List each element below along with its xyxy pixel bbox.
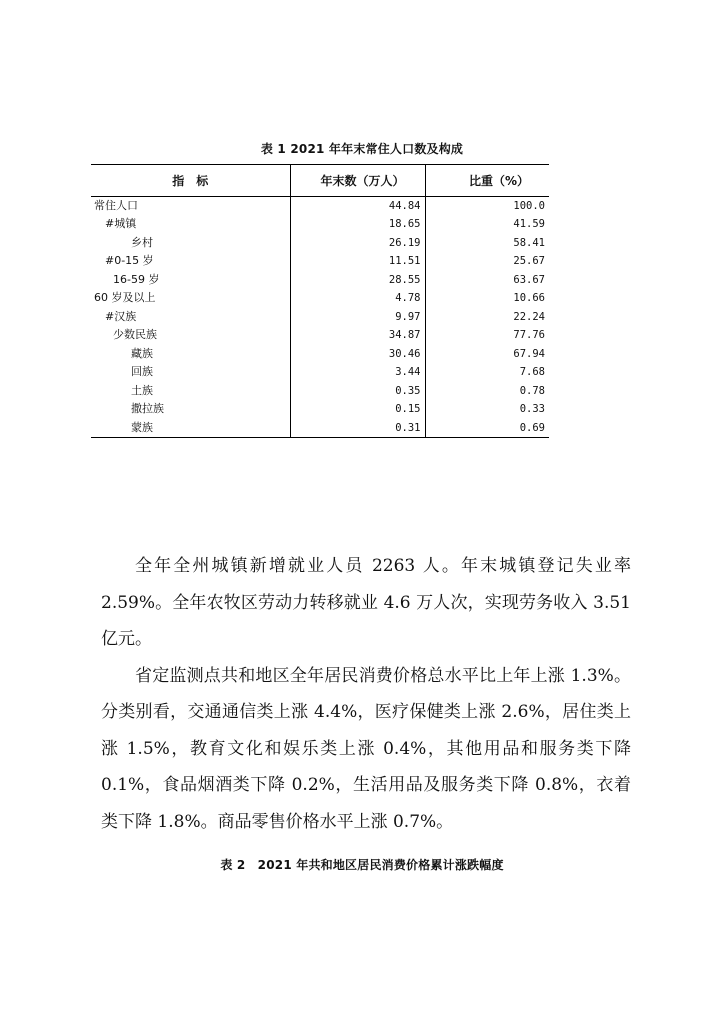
row-value: 30.46 [290,345,425,364]
table-2-caption: 表 2 2021 年共和地区居民消费价格累计涨跌幅度 [220,858,504,872]
row-label: 蒙族 [91,419,290,438]
row-share: 63.67 [425,271,549,290]
row-value: 0.31 [290,419,425,438]
row-share: 0.33 [425,400,549,419]
header-year-end-count: 年末数（万人） [290,165,425,197]
table-row [91,197,549,216]
table-header-row [91,165,549,197]
row-share: 0.69 [425,419,549,438]
body-text [101,548,631,840]
header-indicator: 指 标 [91,165,290,197]
row-share: 7.68 [425,363,549,382]
row-value: 11.51 [290,252,425,271]
population-table [91,164,549,438]
row-value: 34.87 [290,326,425,345]
table-row [91,419,549,438]
row-label: 60 岁及以上 [94,291,156,305]
table-row [91,234,549,253]
table-row [91,363,549,382]
table-row [91,345,549,364]
row-value: 9.97 [290,308,425,327]
row-share: 67.94 [425,345,549,364]
row-share: 100.0 [425,197,549,216]
row-label: 回族 [131,365,153,379]
row-share: 58.41 [425,234,549,253]
row-label: #汉族 [105,309,137,323]
row-value: 0.15 [290,400,425,419]
row-share: 22.24 [425,308,549,327]
row-label: 撒拉族 [131,402,164,416]
row-label: 16-59 岁 [113,272,160,286]
row-share: 10.66 [425,289,549,308]
table-row [91,382,549,401]
table-row [91,326,549,345]
table-1-caption: 表 1 2021 年年末常住人口数及构成 [260,142,464,156]
row-share: 77.76 [425,326,549,345]
row-label: #城镇 [105,217,137,231]
row-share: 0.78 [425,382,549,401]
table-row [91,400,549,419]
row-value: 18.65 [290,215,425,234]
row-value: 44.84 [290,197,425,216]
row-value: 28.55 [290,271,425,290]
header-share: 比重（%） [425,165,549,197]
table-row [91,289,549,308]
row-value: 3.44 [290,363,425,382]
row-label: 藏族 [131,346,153,360]
row-value: 4.78 [290,289,425,308]
row-value: 26.19 [290,234,425,253]
row-label: #0-15 岁 [105,254,154,268]
paragraph-cpi: 省定监测点共和地区全年居民消费价格总水平比上年上涨 1.3%。分类别看，交通通信类上涨 4.4%，医疗保健类上涨 2.6%，居住类上涨 1.5%，教育文化和娱乐类上涨 0.4%，其他用品和服务类下降 0.1%，食品烟酒类下降 0.2%，生活用品及服务类下降 0.8%，衣着类下降 1.8%。商品零售价格水平上涨 0.7%。 [101,665,631,832]
table-row [91,308,549,327]
table-row [91,215,549,234]
row-label: 少数民族 [113,328,157,342]
row-share: 25.67 [425,252,549,271]
table-row [91,271,549,290]
paragraph-employment: 全年全州城镇新增就业人员 2263 人。年末城镇登记失业率 2.59%。全年农牧区劳动力转移就业 4.6 万人次，实现劳务收入 3.51 亿元。 [101,556,631,649]
row-label: 常住人口 [94,199,138,212]
row-value: 0.35 [290,382,425,401]
row-label: 土族 [131,383,153,397]
row-label: 乡村 [131,235,153,249]
row-share: 41.59 [425,215,549,234]
table-row [91,252,549,271]
